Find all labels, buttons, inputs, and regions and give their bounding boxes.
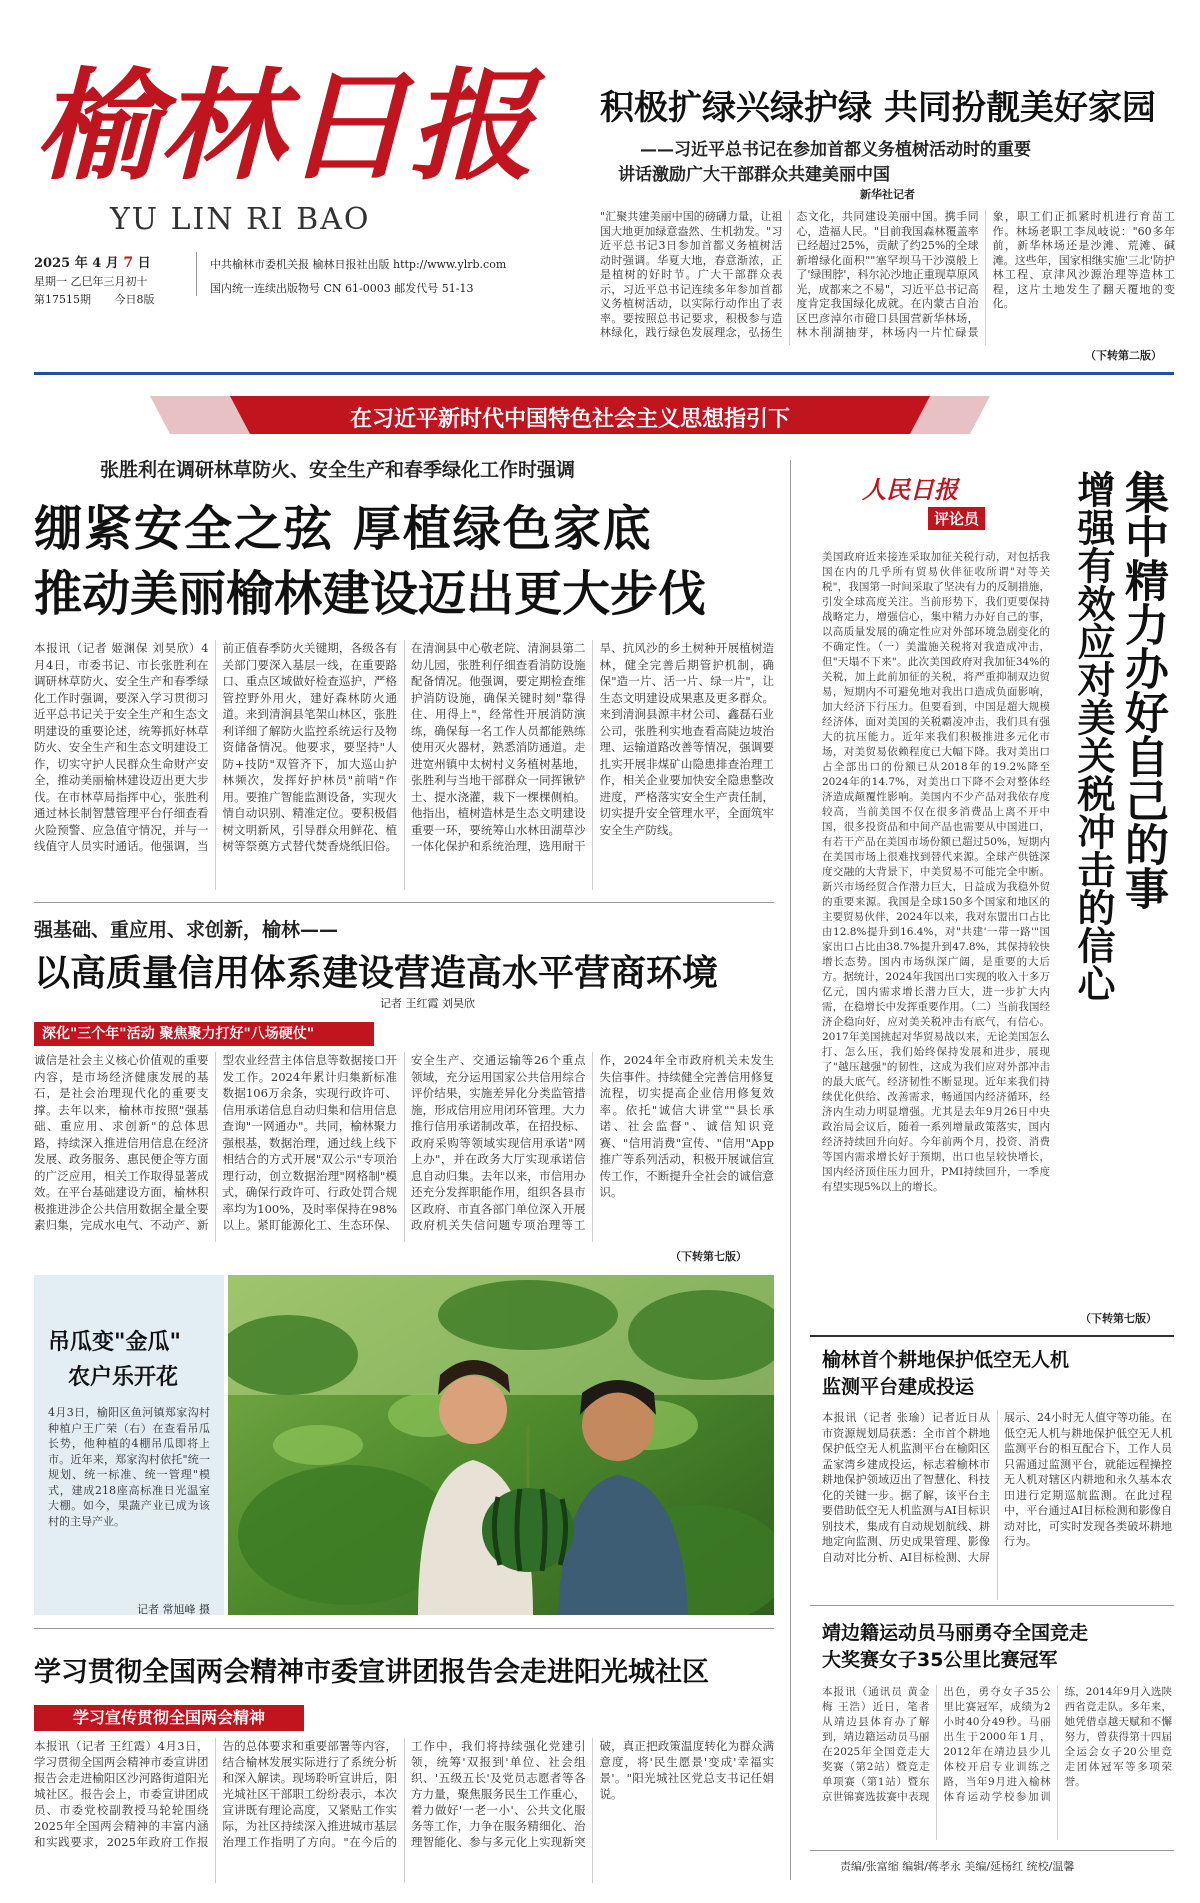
publisher-info: 中共榆林市委机关报 榆林日报社出版 http://www.ylrb.com: [210, 258, 507, 271]
issue-number: 第17515期: [34, 293, 91, 306]
weekday: 星期一 乙巳年三月初十: [34, 275, 148, 288]
top-story-jump: （下转第二版）: [1085, 349, 1162, 362]
commentary-body: 美国政府近来接连采取加征关税行动，对包括我国在内的几乎所有贸易伙伴征收所谓"对等关税"，我国第一时间采取了坚决有力的反制措施，引发全球高度关注。当前形势下，我们更要保持战略定力，增强信心，集中精力办好自己的事，以高质量发展的确定性应对外部环境急剧变化的不确定性。（一）美滥施关税将对我造成冲击，但"天塌不下来"。此次美国政府对我加征34%的关税，加上此前加征的关税，将严重抑制双边贸易，短期内不可避免地对我出口造成负面影响，加大经济下行压力。但要看到，中国是超大规模经济体，面对美国的关税霸凌冲击，我们具有强大的抗压能力。近年来我们积极推进多元化市场，对美贸易依赖程度已大幅下降。我对美出口占全部出口的份额已从2018年的19.2%降至2024年的14.7%，对美出口下降不会对整体经济造成颠覆性影响。美国内不少产品对我依存度较高，当前美国不仅在很多消费品上离不开中国，很多投资品和中间产品也需要从中国进口，有若干产品在美国市场份额已超过50%，短期内在美国市场上很难找到替代来源。全球产供链深度交融的大背景下，中美贸易不可能完全中断。新兴市场经贸合作潜力巨大，日益成为我稳外贸的重要来源。我国是全球150多个国家和地区的主要贸易伙伴，2024年以来，我对东盟出口占比由12.8%提升到16.4%，对"共建'一带一路'"国家出口占比由38.7%提升到47.8%，其保持较快增长态势。国内市场纵深广阔，是重要的大后方。据统计，2024年我国出口实现的收入十多万亿元，国内需求增长潜力巨大，进一步扩大内需，在稳增长中发挥重要作用。（二）当前我国经济企稳向好，应对美关税冲击有底气，有信心。2017年美国挑起对华贸易战以来，无论美国怎么打、怎么压，我们始终保持发展和进步，展现了"越压越强"的韧性，这成为我们应对外部冲击的最大底气。经济韧性不断显现。近年来我们持续优化供给、改善需求，畅通国内经济循环，经济内生动力明显增强。尤其是去年9月26日中央政治局会议后，随着一系列增量政策落实，国内经济持续回升向好。今年前两个月，投资、消费等国内需求增长好于预期，出口也呈较快增长，国内经济顶住压力回升，PMI持续回升，一季度有望实现5%以上的增长。: [822, 551, 1050, 1193]
masthead-divider: [196, 252, 197, 296]
page-count: 今日8版: [114, 293, 155, 306]
commentary-jump: （下转第七版）: [1080, 1312, 1157, 1325]
credit-kicker: 强基础、重应用、求创新，榆林——: [34, 919, 339, 941]
photo-caption-box: [34, 1275, 224, 1615]
lead-kicker: 张胜利在调研林草防火、安全生产和春季绿化工作时强调: [100, 459, 576, 481]
commentary-logo-text: 人民日报: [862, 475, 958, 504]
masthead-rule: [34, 372, 1174, 375]
commentary-title-col1: 集中精力办好自己的事: [1117, 470, 1168, 910]
credit-title: 以高质量信用体系建设营造高水平营商环境: [34, 953, 719, 994]
lecture-title: 学习贯彻全国两会精神市委宣讲团报告会走进阳光城社区: [34, 1657, 709, 1688]
date-day: 7: [123, 255, 134, 271]
top-story-subtitle2: 讲话激励广大干部群众共建美丽中国: [618, 165, 890, 185]
commentary-bottom-rule: [810, 1335, 1174, 1337]
footer-credits: 责编/张富缩 编辑/蒋孝永 美编/延杨红 统校/温馨: [840, 1860, 1075, 1873]
marathon-title-line1: 靖边籍运动员马丽勇夺全国竞走: [822, 1622, 1089, 1644]
photo-image: [228, 1275, 774, 1615]
masthead-logo: [34, 50, 554, 200]
credit-jump: （下转第七版）: [670, 1250, 747, 1263]
logo-image: [34, 50, 554, 200]
marathon-title-line2: 大奖赛女子35公里比赛冠军: [822, 1649, 1058, 1671]
photo-credit: 记者 常旭峰 摄: [137, 1603, 210, 1616]
lead-title-line1: 绷紧安全之弦 厚植绿色家底: [34, 501, 653, 557]
commentary-logo-sub: 评论员: [928, 507, 985, 530]
serial-info: 国内统一连续出版物号 CN 61-0003 邮发代号 51-13: [210, 282, 474, 295]
photo-bottom-rule: [34, 1628, 774, 1629]
lead-title-line2: 推动美丽榆林建设迈出更大步伐: [34, 566, 707, 622]
date-year: 2025 年 4 月: [34, 256, 119, 271]
marathon-body: 本报讯（通讯员 黄金梅 王浩）近日，笔者从靖边县体育办了解到，靖边籍运动员马丽在2025年全国竞走大奖赛（第2站）暨竞走单项赛（第1站）暨东京世锦赛选拔赛中表现出色，勇夺女子35公里比赛冠军，成绩为2小时40分49秒。马丽出生于2000年1月，2012年在靖边县少儿体校开启专业训练之路，当年9月进入榆林体育运动学校参加训练，2014年9月入选陕西省竞走队。多年来，她凭借卓越天赋和不懈努力，曾获得第十四届全运会女子20公里竞走团体冠军等多项荣誉。: [822, 1686, 1172, 1803]
banner-text: 在习近平新时代中国特色社会主义思想指引下: [349, 407, 790, 432]
drone-body: 本报讯（记者 张瑜）记者近日从市资源规划局获悉：全市首个耕地保护低空无人机监测平台在榆阳区孟家湾乡建成投运，标志着榆林市耕地保护领域迈出了智慧化、科技化的关键一步。据了解，该平台主要借助低空无人机监测与AI目标识别技术，集成有自动规划航线、耕地定向监测、历史成果管理、影像自动对比分析、AI目标检测、大屏展示、24小时无人值守等功能。在低空无人机与耕地保护低空无人机监测平台的相互配合下，工作人员只需通过监测平台，就能远程操控无人机对辖区内耕地和永久基本农田进行定期巡航监测。在此过程中，平台通过AI目标检测和影像自动对比，可实时发现各类破坏耕地行为。: [822, 1411, 1172, 1564]
date-line: [34, 252, 194, 307]
banner: [150, 396, 990, 434]
photo-title-line1: 吊瓜变"金瓜": [48, 1330, 181, 1355]
commentary-logo: [862, 470, 1002, 530]
top-story-body: "汇聚共建美丽中国的磅礴力量，让祖国大地更加绿意盎然、生机勃发。"习近平总书记3日参加首都义务植树活动时强调。华夏大地，春意渐浓，正是植树的好时节。广大干部群众表示，习近平总书记连续多年参加首都义务植树活动，以实际行动作出了表率。要按照总书记要求，积极参与造林绿化，践行绿色发展理念，弘扬生态文化，共同建设美丽中国。携手同心，造福人民。"目前我国森林覆盖率已经超过25%，贡献了约25%的全球新增绿化面积""塞罕坝马干沙漠般上了'绿围脖'，科尔沁沙地正重现草原风光，成都来之不易"，习近平总书记高度肯定我国绿化成就。在内蒙古自治区巴彦淖尔市磴口县国营新华林场，林木削湖抽芽，林场内一片忙碌景象，职工们正抓紧时机进行育苗工作。林场老职工李凤岐说："60多年前，新华林场还是沙滩、荒滩、碱滩。这些年，国家相继实施'三北'防护林工程、京津风沙源治理等造林工程，这片土地发生了翻天覆地的变化。: [600, 210, 1175, 339]
commentary-title-col2: 增强有效应对美关税冲击的信心: [1071, 470, 1115, 1002]
top-story-byline: 新华社记者: [860, 188, 915, 201]
credit-body: 诚信是社会主义核心价值观的重要内容，是市场经济健康发展的基石，是社会治理现代化的重要支撑。去年以来，榆林市按照"强基础、重应用、求创新"的总体思路，持续深入推进信用信息在经济发展、政务服务、惠民便企等方面的广泛应用，相关工作取得显著成效。在平台基础建设方面，榆林积极推进涉企公共信用数据全量全要素归集，完成水电气、不动产、新型农业经营主体信息等数据接口开发工作。2024年累计归集新标准数据106万余条，实现行政许可、信用承诺信息自动归集和信用信息查询"一网通办"。共同，榆林聚力强根基，数据治理，通过线上线下相结合的方式开展"双公示"专项治理行动，创立数据治理"网格制"模式，确保行政许可、行政处罚合规率均为100%，及时率保持在98%以上。紧盯能源化工、生态环保、安全生产、交通运输等26个重点领域，充分运用国家公共信用综合评价结果，实施差异化分类监管措施，形成信用应用闭环管理。大力推行信用承诺制改革，在招投标、政府采购等领域实现信用承诺"网上办"，并在政务大厅实现承诺信息自动归集。去年以来，市信用办还充分发挥职能作用，组织各县市区政府、市直各部门单位深入开展政府机关失信问题专项治理等工作，2024年全市政府机关未发生失信事件。持续健全完善信用修复流程，切实提高企业信用修复效率。依托"诚信大讲堂""县长承诺、社会监督"、诚信知识竞赛、"信用消费"宣传、"信用"App推广等系列活动，积极开展诚信宣传工作，不断提升全社会的诚信意识。: [34, 1053, 774, 1232]
main-column-divider: [790, 460, 791, 1880]
top-story-title: 积极扩绿兴绿护绿 共同扮靓美好家园: [600, 88, 1156, 128]
logo-calligraphy: 榆林日报: [34, 56, 547, 197]
date-day-unit: 日: [137, 256, 151, 271]
lead-bottom-rule: [34, 902, 774, 903]
lead-body: 本报讯（记者 姬渊保 刘昊欣）4月4日，市委书记、市长张胜利在调研林草防火、安全生产和春季绿化工作时强调，要深入学习贯彻习近平总书记关于安全生产和生态文明建设的重要论述，统筹抓好林草防火、安全生产和生态文明建设工作，切实守护人民群众生命财产安全，推动美丽榆林建设迈出更大步伐。在市林草局指挥中心，张胜利通过林长制智慧管理平台仔细查看火险预警、应急值守情况，并与一线值守人员实时通话。他强调，当前正值春季防火关键期，各级各有关部门要深入基层一线，在重要路口、重点区域做好检查巡护，严格管控野外用火，建好森林防火通道。来到清涧县笔架山林区，张胜利详细了解防火监控系统运行及物资储备情况。他要求，要坚持"人防+技防"双管齐下，加大巡山护林频次，发挥好护林员"前哨"作用。要推广智能监测设备，实现火情自动识别、精准定位。要积极倡树文明新风，引导群众用鲜花、植树等祭奠方式替代焚香烧纸旧俗。在清涧县中心敬老院、清涧县第二幼儿园，张胜利仔细查看消防设施配备情况。他强调，要定期检查维护消防设施，确保关键时刻"靠得住、用得上"，经常性开展消防演练，确保每一名工作人员都能熟练使用灭火器材，熟悉消防通道。走进宽州镇中太树村义务植树基地，张胜利与当地干部群众一同挥锹铲土、提水浇灌，栽下一棵棵侧柏。他指出，植树造林是生态文明建设重要一环，要统筹山水林田湖草沙一体化保护和系统治理，选用耐干旱、抗风沙的乡土树种开展植树造林，健全完善后期管护机制，确保"造一片、活一片、绿一片"，让生态文明建设成果惠及更多群众。来到清涧县源丰材公司、鑫磊石业公司，张胜利实地查看高陡边坡治理、运输道路改善等情况，强调要扎实开展非煤矿山隐患排查治理工作，相关企业要加快安全隐患整改进度，严格落实安全生产责任制，切实提升安全管理水平，全面筑牢安全生产防线。: [34, 641, 774, 853]
top-story-subtitle1: ——习近平总书记在参加首都义务植树活动时的重要: [640, 140, 1031, 160]
lecture-tag: 学习宣传贯彻全国两会精神: [34, 1705, 304, 1731]
drone-title-line2: 监测平台建成投运: [822, 1376, 975, 1398]
credit-tag: 深化"三个年"活动 聚焦聚力打好"八场硬仗": [34, 1022, 374, 1046]
photo: [228, 1275, 774, 1615]
drone-title-line1: 榆林首个耕地保护低空无人机: [822, 1349, 1070, 1371]
photo-title-line2: 农户乐开花: [68, 1365, 179, 1390]
masthead-pinyin: YU LIN RI BAO: [110, 202, 371, 237]
lecture-body: 本报讯（记者 王红霞）4月3日，学习贯彻全国两会精神市委宣讲团报告会走进榆阳区沙河路街道阳光城社区。报告会上，市委宣讲团成员、市委党校副教授马轮轮围绕2025年全国两会精神的丰富内涵和实践要求，2025年政府工作报告的总体要求和重要部署等内容，结合榆林发展实际进行了系统分析和深入解读。现场聆听宣讲后，阳光城社区干部职工纷纷表示，本次宣讲既有理论高度，又紧贴工作实际，为社区持续深入推进城市基层治理工作指明了方向。"在今后的工作中，我们将持续强化党建引领，统筹'双报到'单位、社会组织、'五级五长'及党员志愿者等各方力量，聚焦服务民生工作重心，着力做好'一老一小'、公共文化服务等工作，力争在服务精细化、治理智能化、参与多元化上实现新突破，真正把政策温度转化为群众满意度，将'民生愿景'变成'幸福实景'。"阳光城社区党总支书记任娟说。: [34, 1739, 774, 1849]
drone-bottom-rule: [810, 1605, 1174, 1606]
footer-rule: [810, 1850, 1174, 1851]
photo-caption: 4月3日，榆阳区鱼河镇郑家沟村种植户王广荣（右）在查看吊瓜长势，他种植的4棚吊瓜即将上市。近年来，郑家沟村依托"统一规划、统一标准、统一管理"模式，建成218座高标准日光温室大棚。如今，果蔬产业已成为该村的主导产业。: [48, 1406, 210, 1528]
credit-byline: 记者 王红霞 刘昊欣: [380, 997, 475, 1010]
